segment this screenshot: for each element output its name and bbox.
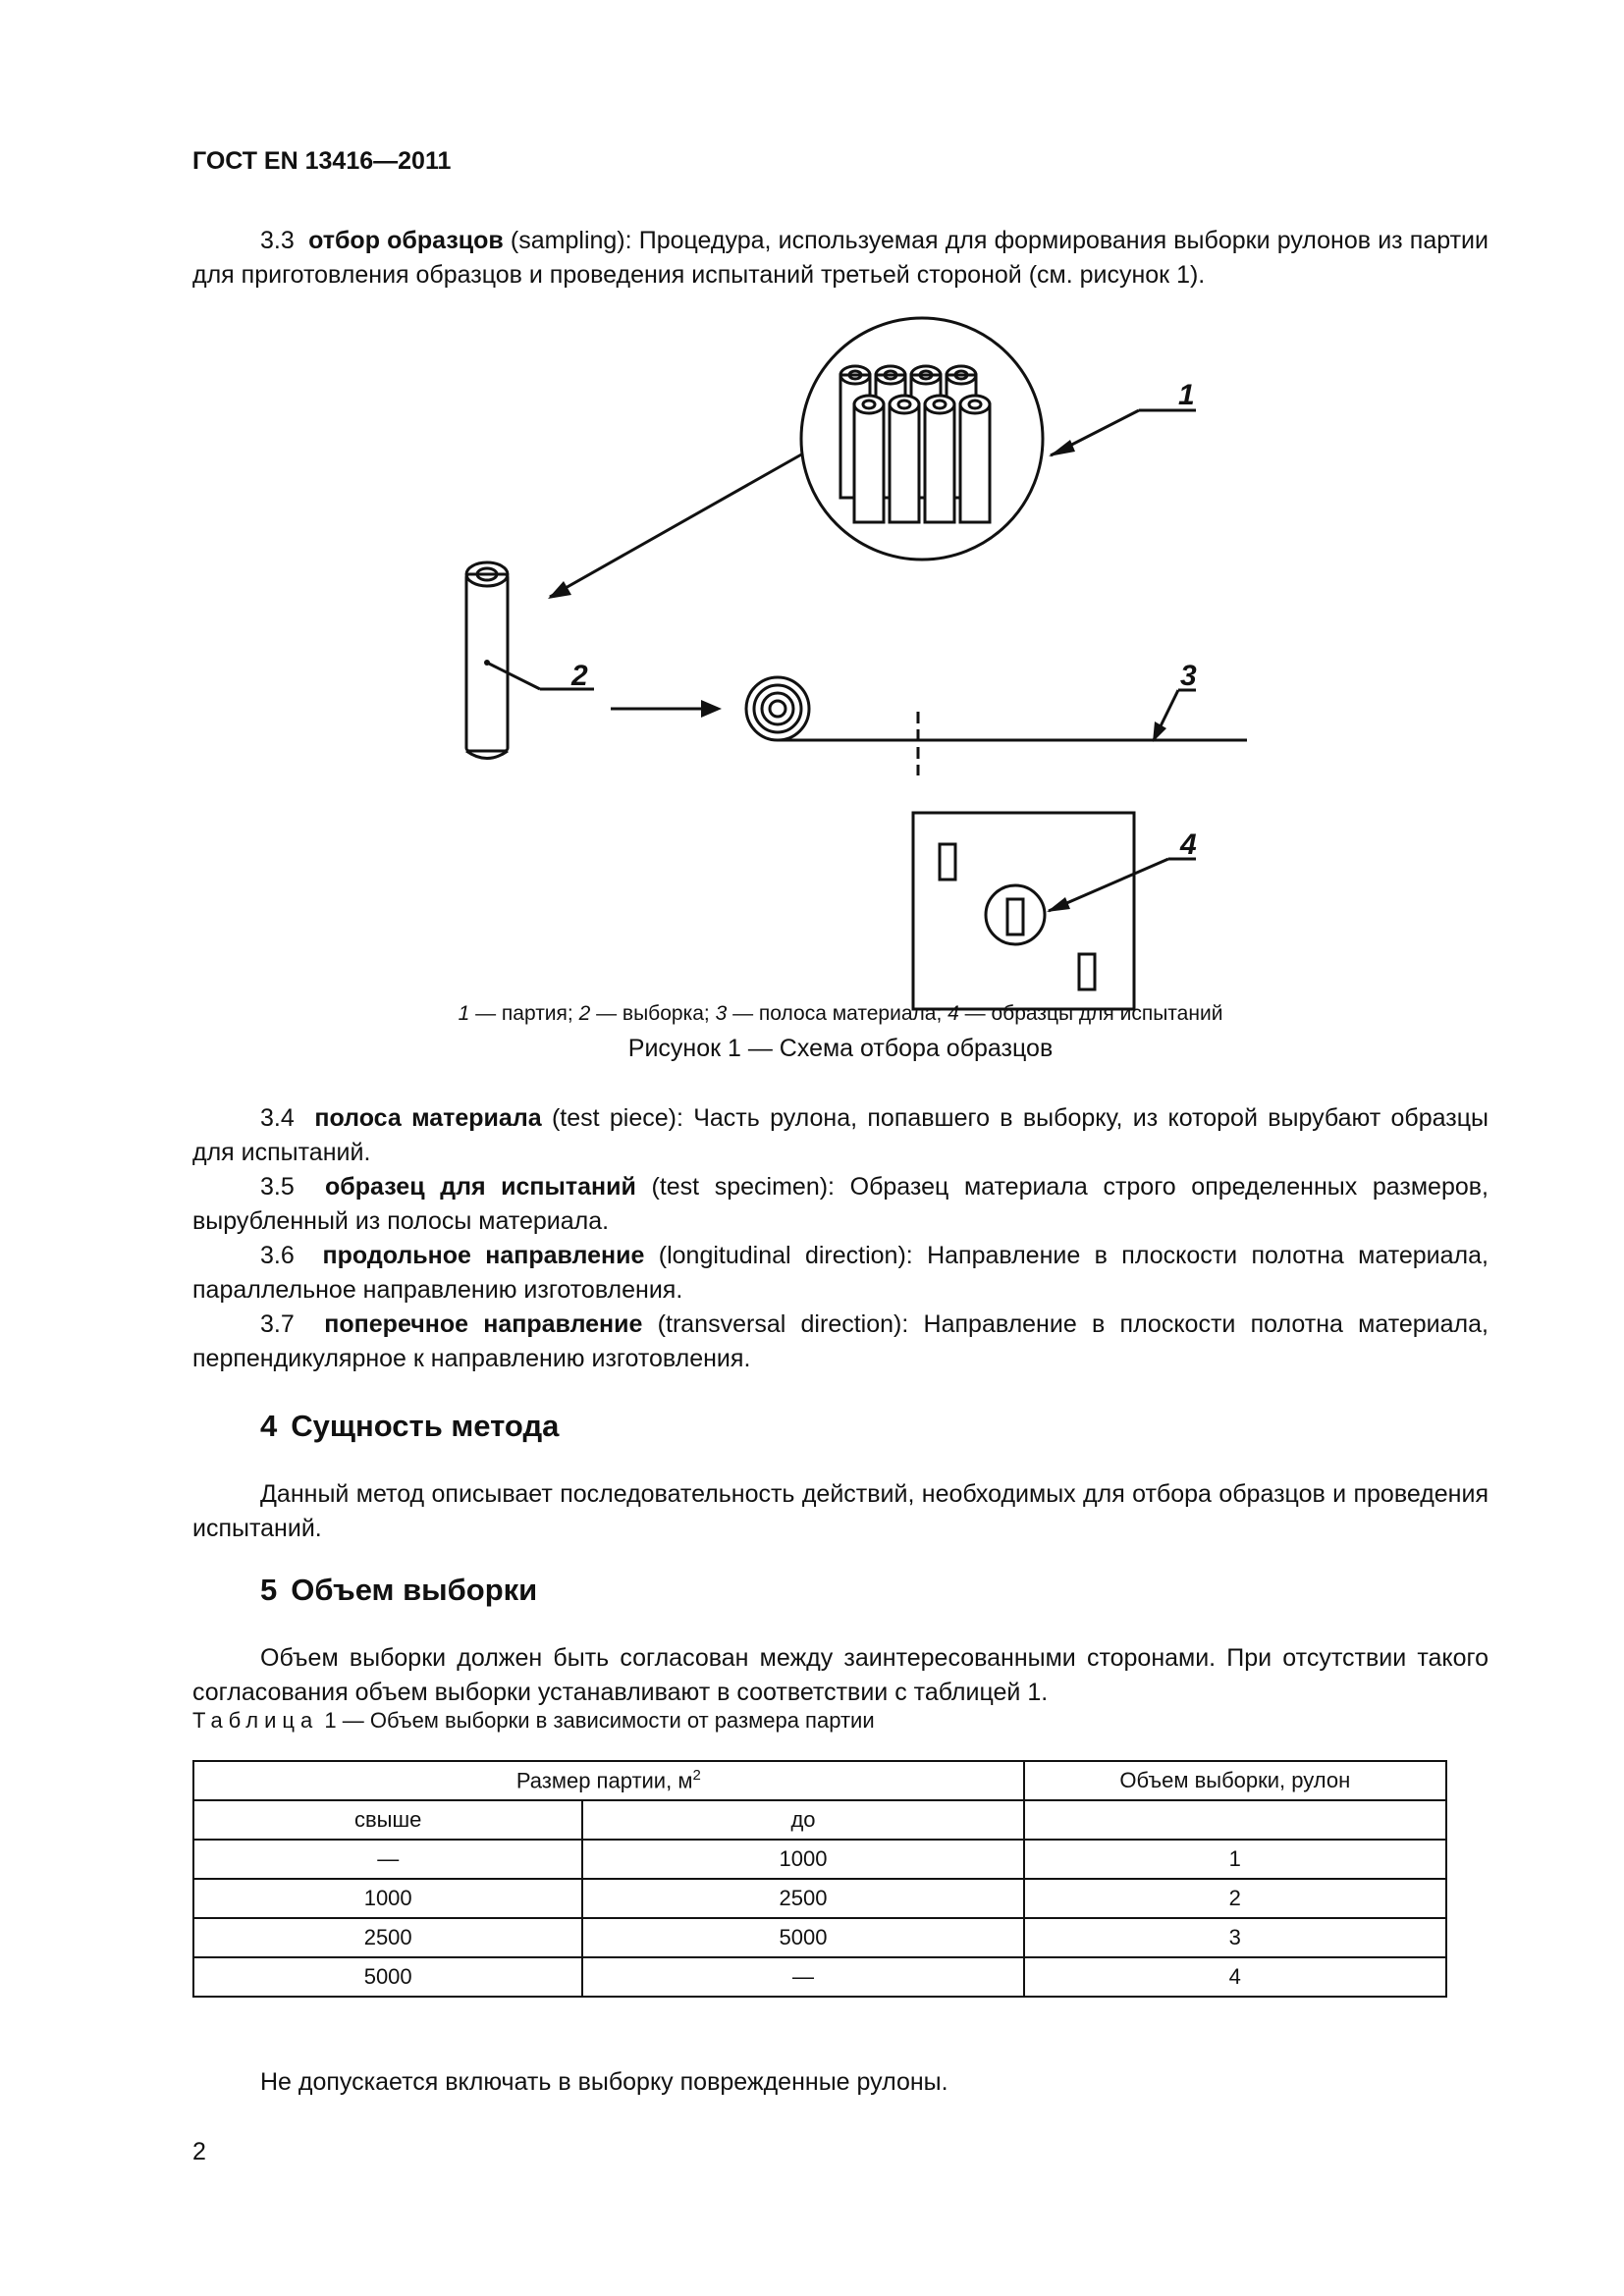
cell-sample: 1 <box>1024 1840 1446 1879</box>
def-text: (test specimen): Образец материала строго определенных размеров, вырубленный из полосы материала. <box>192 1173 1489 1235</box>
note-text: Не допускается включать в выборку поврежденные рулоны. <box>260 2068 948 2096</box>
sampling-scheme-figure <box>0 0 1624 1080</box>
section-title: Объем выборки <box>291 1573 538 1607</box>
definition-item <box>192 1308 1489 1376</box>
table-caption-word: Таблица <box>192 1708 319 1733</box>
def-text: (transversal direction): Направление в плоскости полотна материала, перпендикулярное к направлению изготовления. <box>192 1310 1489 1372</box>
table-header-row <box>193 1761 1446 1800</box>
legend-text: — партия; <box>469 1002 579 1025</box>
legend-text: — образцы для испытаний <box>958 1002 1223 1025</box>
legend-text: — полоса материала; <box>727 1002 948 1025</box>
header-lot-sup: 2 <box>692 1767 701 1785</box>
definitions-list <box>192 1101 1489 1376</box>
table-row <box>193 1840 1446 1879</box>
section-paragraph: Объем выборки должен быть согласован между заинтересованными сторонами. При отсутствии такого согласования объем выборки устанавливают в соответствии с таблицей 1. <box>192 1644 1489 1706</box>
section-paragraph: Данный метод описывает последовательность действий, необходимых для отбора образцов и проведения испытаний. <box>192 1480 1489 1542</box>
legend-num: 1 <box>458 1002 470 1025</box>
section-5-heading <box>260 1573 537 1608</box>
def-number: 3.4 <box>260 1104 295 1132</box>
section-4-text <box>192 1477 1489 1546</box>
cell-sample: 4 <box>1024 1957 1446 1997</box>
figure-label-2: 2 <box>571 660 588 692</box>
figure-label-1: 1 <box>1178 379 1195 411</box>
note-paragraph <box>192 2065 1489 2100</box>
def-term: поперечное направление <box>324 1310 643 1338</box>
figure-caption: Рисунок 1 — Схема отбора образцов <box>627 1035 1054 1062</box>
cell-to: 5000 <box>582 1918 1023 1957</box>
cell-over: 5000 <box>193 1957 582 1997</box>
definition-item <box>192 1170 1489 1239</box>
legend-text: — выборка; <box>590 1002 716 1025</box>
header-sample-size: Объем выборки, рулон <box>1024 1761 1446 1800</box>
def-term: отбор образцов <box>308 227 504 254</box>
subheader-over: свыше <box>193 1800 582 1840</box>
table-caption-text: 1 — Объем выборки в зависимости от размера партии <box>318 1708 875 1733</box>
table-row <box>193 1879 1446 1918</box>
def-text: (sampling): Процедура, используемая для формирования выборки рулонов из партии для приготовления образцов и проведения испытаний третьей стороной (см. рисунок 1). <box>192 227 1489 289</box>
header-lot-label: Размер партии, м <box>515 1768 693 1793</box>
section-4-heading <box>260 1409 559 1444</box>
page-number: 2 <box>192 2138 206 2165</box>
cell-to: 1000 <box>582 1840 1023 1879</box>
cell-to: — <box>582 1957 1023 1997</box>
legend-num: 3 <box>715 1002 728 1025</box>
table-subheader-row <box>193 1800 1446 1840</box>
def-term: образец для испытаний <box>325 1173 636 1201</box>
document-code: ГОСТ EN 13416—2011 <box>192 147 452 175</box>
table-row <box>193 1918 1446 1957</box>
sample-size-table <box>192 1760 1447 1998</box>
section-number: 5 <box>260 1573 278 1607</box>
cell-to: 2500 <box>582 1879 1023 1918</box>
subheader-to: до <box>582 1800 1023 1840</box>
lot-circle <box>801 318 1043 560</box>
def-text: (longitudinal direction): Направление в плоскости полотна материала, параллельное направлению изготовления. <box>192 1242 1489 1304</box>
def-number: 3.3 <box>260 227 295 254</box>
def-text: (test piece): Часть рулона, попавшего в выборку, из которой вырубают образцы для испытаний. <box>192 1104 1489 1166</box>
section-number: 4 <box>260 1409 278 1443</box>
lot-rolls-front <box>854 396 990 522</box>
figure-label-4: 4 <box>1180 828 1197 861</box>
legend-num: 2 <box>578 1002 591 1025</box>
section-title: Сущность метода <box>291 1409 560 1443</box>
definition-item <box>192 1239 1489 1308</box>
figure-label-3: 3 <box>1180 660 1197 692</box>
figure-legend <box>192 1002 1489 1026</box>
cell-over: — <box>193 1840 582 1879</box>
def-number: 3.7 <box>260 1310 295 1338</box>
unrolled-roll <box>746 677 809 740</box>
section-5-text <box>192 1641 1489 1710</box>
def-number: 3.6 <box>260 1242 295 1269</box>
cell-sample: 3 <box>1024 1918 1446 1957</box>
table-row <box>193 1957 1446 1997</box>
def-number: 3.5 <box>260 1173 295 1201</box>
cell-sample: 2 <box>1024 1879 1446 1918</box>
table-caption <box>192 1708 875 1734</box>
legend-num: 4 <box>947 1002 959 1025</box>
cell-over: 1000 <box>193 1879 582 1918</box>
header-lot-size <box>193 1761 1024 1800</box>
def-term: полоса материала <box>314 1104 542 1132</box>
cell-over: 2500 <box>193 1918 582 1957</box>
definition-item <box>192 1101 1489 1170</box>
subheader-empty <box>1024 1800 1446 1840</box>
def-term: продольное направление <box>322 1242 645 1269</box>
